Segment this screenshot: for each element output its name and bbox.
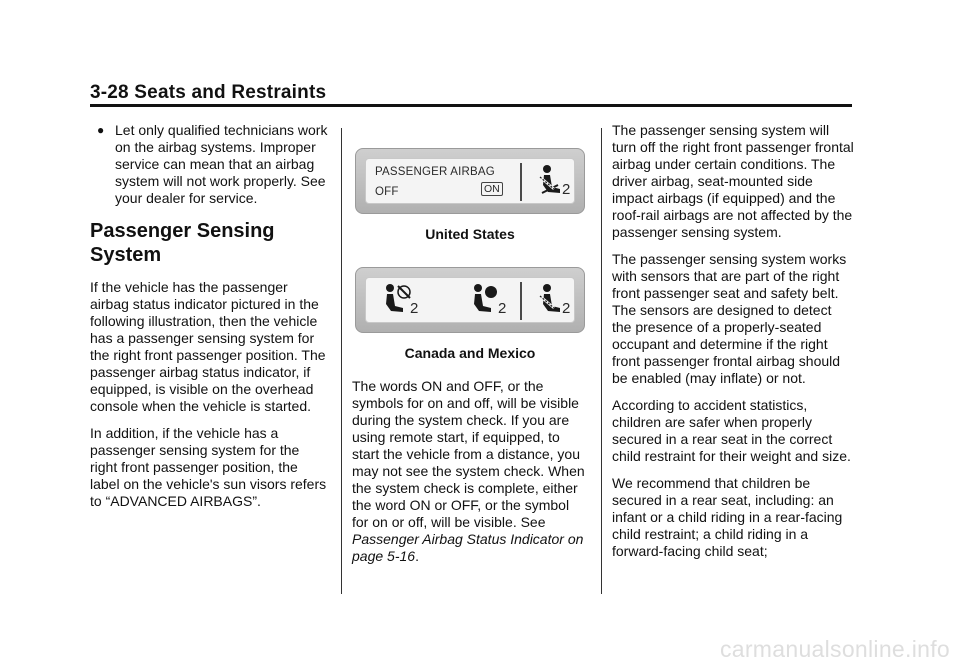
cross-reference-page[interactable]: page 5-16 — [352, 548, 416, 564]
panel-inner — [365, 277, 575, 323]
paragraph: In addition, if the vehicle has a passenger sensing system for the right front passenger position, the label on the vehicle's sun visors refers to “ADVANCED AIRBAGS”. — [90, 425, 327, 509]
section-heading — [90, 219, 330, 267]
icon-digit: 2 — [562, 181, 571, 198]
figure-ca-indicator-panel — [355, 267, 585, 333]
section-heading-line2: System — [90, 244, 162, 266]
paragraph — [352, 378, 588, 565]
column-divider-left — [341, 128, 342, 594]
bullet-dot-icon: ● — [97, 123, 105, 137]
watermark-text: carmanualsonline.info — [719, 636, 950, 662]
icon-digit: 2 — [498, 300, 507, 317]
paragraph: According to accident statistics, children are safer when properly secured in a rear seat in the correct child restraint for their weight and size. — [612, 397, 851, 464]
column-divider-right — [601, 128, 602, 594]
paragraph: We recommend that children be secured in a rear seat, including: an infant or a child riding in a rear-facing child restraint; a child riding in a forward-facing child seat; — [612, 475, 843, 559]
column-right — [612, 122, 854, 570]
icon-digit: 2 — [410, 300, 419, 317]
bullet-item — [90, 122, 330, 207]
panel-separator — [520, 163, 522, 201]
figure-caption-ca: Canada and Mexico — [404, 345, 536, 361]
paragraph-text: The words ON and OFF, or the symbols for on and off, will be visible during the system check. If you are using remote start, if equipped, to start the vehicle from a distance, you may not see the system check. When the system check is complete, either the word ON or OFF, or the symbol for on or off, will be visible. See — [352, 378, 585, 530]
panel-label-on: ON — [481, 182, 503, 196]
page-header-title: 3-28 Seats and Restraints — [90, 82, 327, 103]
icon-digit: 2 — [562, 300, 571, 317]
panel-label-off: OFF — [375, 186, 399, 198]
paragraph: The passenger sensing system will turn off the right front passenger frontal airbag under certain conditions. The driver airbag, seat-mounted side impact airbags (if equipped) and the roof-rail airbags are not affected by the passenger sensing system. — [612, 122, 854, 240]
paragraph-period: . — [415, 548, 419, 564]
section-heading-line1: Passenger Sensing — [90, 220, 275, 242]
panel-separator — [520, 282, 522, 320]
column-middle — [352, 122, 588, 575]
panel-label-passenger-airbag: PASSENGER AIRBAG — [375, 166, 495, 178]
paragraph: If the vehicle has the passenger airbag status indicator pictured in the following illustration, then the vehicle has a passenger sensing system for the right front passenger position. The passenger airbag status indicator, if equipped, is visible on the overhead console when the vehicle is started. — [90, 279, 326, 414]
column-left — [90, 122, 330, 520]
panel-inner — [365, 158, 575, 204]
bullet-text: Let only qualified technicians work on the airbag systems. Improper service can mean that an airbag system will not work properly. See your dealer for service. — [115, 122, 328, 206]
paragraph: The passenger sensing system works with sensors that are part of the right front passenger seat and safety belt. The sensors are designed to detect the presence of a properly-seated occupant and determine if the right front passenger frontal airbag should be enabled (may inflate) or not. — [612, 251, 847, 386]
header-rule — [90, 104, 852, 107]
cross-reference-link[interactable]: Passenger Airbag Status Indicator on — [352, 531, 584, 547]
figure-us-indicator-panel — [355, 148, 585, 214]
figure-caption-us: United States — [425, 226, 515, 242]
